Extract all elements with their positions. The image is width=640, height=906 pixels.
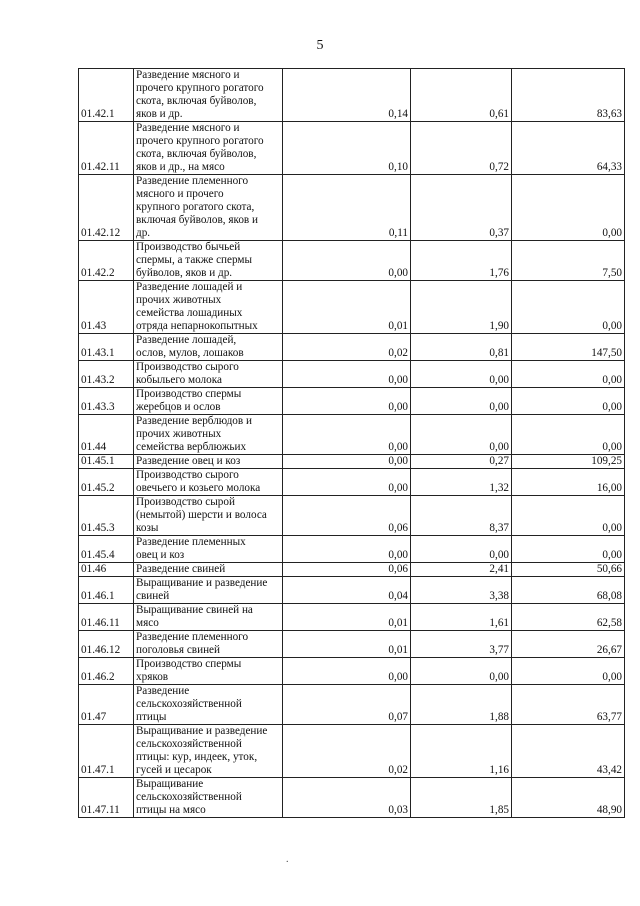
table-row bbox=[79, 455, 625, 469]
row-value-1: 0,06 bbox=[283, 563, 411, 577]
row-value-3: 0,00 bbox=[512, 496, 625, 536]
row-name: Выращивание свиней на мясо bbox=[134, 604, 283, 631]
row-value-3: 0,00 bbox=[512, 388, 625, 415]
row-code: 01.45.3 bbox=[79, 496, 134, 536]
row-name: Производство спермы жеребцов и ослов bbox=[134, 388, 283, 415]
row-value-1: 0,06 bbox=[283, 496, 411, 536]
row-name: Разведение племенного мясного и прочего крупного рогатого скота, включая буйволов, яков и др. bbox=[134, 175, 283, 241]
row-code: 01.45.2 bbox=[79, 469, 134, 496]
table-row bbox=[79, 658, 625, 685]
row-value-2: 3,38 bbox=[411, 577, 512, 604]
row-value-3: 50,66 bbox=[512, 563, 625, 577]
row-value-1: 0,11 bbox=[283, 175, 411, 241]
row-value-3: 0,00 bbox=[512, 281, 625, 334]
row-name: Разведение сельскохозяйственной птицы bbox=[134, 685, 283, 725]
row-code: 01.44 bbox=[79, 415, 134, 455]
row-value-2: 1,76 bbox=[411, 241, 512, 281]
row-value-1: 0,00 bbox=[283, 658, 411, 685]
row-value-1: 0,04 bbox=[283, 577, 411, 604]
row-value-1: 0,03 bbox=[283, 778, 411, 818]
row-value-1: 0,00 bbox=[283, 536, 411, 563]
row-value-1: 0,10 bbox=[283, 122, 411, 175]
row-value-3: 83,63 bbox=[512, 69, 625, 122]
row-value-3: 16,00 bbox=[512, 469, 625, 496]
row-value-1: 0,01 bbox=[283, 604, 411, 631]
page-number: 5 bbox=[316, 38, 324, 53]
table-row bbox=[79, 281, 625, 334]
row-value-3: 48,90 bbox=[512, 778, 625, 818]
row-value-2: 0,00 bbox=[411, 658, 512, 685]
row-code: 01.46 bbox=[79, 563, 134, 577]
row-code: 01.46.11 bbox=[79, 604, 134, 631]
row-value-3: 26,67 bbox=[512, 631, 625, 658]
row-code: 01.42.11 bbox=[79, 122, 134, 175]
row-value-3: 0,00 bbox=[512, 536, 625, 563]
row-name: Разведение племенного поголовья свиней bbox=[134, 631, 283, 658]
row-value-1: 0,00 bbox=[283, 415, 411, 455]
row-code: 01.47.11 bbox=[79, 778, 134, 818]
row-value-1: 0,00 bbox=[283, 361, 411, 388]
table-row bbox=[79, 361, 625, 388]
row-code: 01.46.12 bbox=[79, 631, 134, 658]
row-value-3: 0,00 bbox=[512, 415, 625, 455]
table-row bbox=[79, 685, 625, 725]
row-code: 01.42.2 bbox=[79, 241, 134, 281]
row-value-2: 0,37 bbox=[411, 175, 512, 241]
table-row bbox=[79, 536, 625, 563]
row-value-3: 0,00 bbox=[512, 658, 625, 685]
row-value-2: 1,32 bbox=[411, 469, 512, 496]
row-name: Разведение лошадей, ослов, мулов, лошаков bbox=[134, 334, 283, 361]
table-row bbox=[79, 496, 625, 536]
row-value-1: 0,01 bbox=[283, 281, 411, 334]
row-name: Производство бычьей спермы, а также спермы буйволов, яков и др. bbox=[134, 241, 283, 281]
row-value-1: 0,00 bbox=[283, 469, 411, 496]
row-code: 01.47 bbox=[79, 685, 134, 725]
row-name: Выращивание и разведение сельскохозяйственной птицы: кур, индеек, уток, гусей и цесарок bbox=[134, 725, 283, 778]
table-row bbox=[79, 577, 625, 604]
row-value-1: 0,00 bbox=[283, 388, 411, 415]
table-row bbox=[79, 388, 625, 415]
row-name: Разведение лошадей и прочих животных семейства лошадиных отряда непарнокопытных bbox=[134, 281, 283, 334]
row-name: Разведение овец и коз bbox=[134, 455, 283, 469]
row-name: Разведение свиней bbox=[134, 563, 283, 577]
row-value-3: 62,58 bbox=[512, 604, 625, 631]
row-value-2: 0,27 bbox=[411, 455, 512, 469]
table-row bbox=[79, 725, 625, 778]
row-name: Производство спермы хряков bbox=[134, 658, 283, 685]
row-name: Выращивание и разведение свиней bbox=[134, 577, 283, 604]
row-value-3: 0,00 bbox=[512, 361, 625, 388]
row-value-2: 0,00 bbox=[411, 361, 512, 388]
row-code: 01.45.1 bbox=[79, 455, 134, 469]
row-code: 01.46.2 bbox=[79, 658, 134, 685]
table-row bbox=[79, 241, 625, 281]
row-value-3: 43,42 bbox=[512, 725, 625, 778]
row-value-1: 0,01 bbox=[283, 631, 411, 658]
row-value-3: 147,50 bbox=[512, 334, 625, 361]
row-name: Разведение мясного и прочего крупного рогатого скота, включая буйволов, яков и др., на мясо bbox=[134, 122, 283, 175]
row-value-3: 0,00 bbox=[512, 175, 625, 241]
table-row bbox=[79, 122, 625, 175]
table-row bbox=[79, 415, 625, 455]
row-name: Разведение мясного и прочего крупного рогатого скота, включая буйволов, яков и др. bbox=[134, 69, 283, 122]
row-name: Производство сырого овечьего и козьего молока bbox=[134, 469, 283, 496]
row-code: 01.43 bbox=[79, 281, 134, 334]
table-row bbox=[79, 563, 625, 577]
row-value-3: 7,50 bbox=[512, 241, 625, 281]
row-value-1: 0,00 bbox=[283, 241, 411, 281]
row-code: 01.46.1 bbox=[79, 577, 134, 604]
table-row bbox=[79, 604, 625, 631]
row-name: Выращивание сельскохозяйственной птицы на мясо bbox=[134, 778, 283, 818]
row-value-3: 109,25 bbox=[512, 455, 625, 469]
row-code: 01.42.1 bbox=[79, 69, 134, 122]
row-name: Производство сырой (немытой) шерсти и волоса козы bbox=[134, 496, 283, 536]
row-code: 01.42.12 bbox=[79, 175, 134, 241]
row-value-2: 1,85 bbox=[411, 778, 512, 818]
table-row bbox=[79, 778, 625, 818]
row-value-2: 0,00 bbox=[411, 388, 512, 415]
row-value-2: 0,72 bbox=[411, 122, 512, 175]
row-value-2: 1,90 bbox=[411, 281, 512, 334]
row-code: 01.45.4 bbox=[79, 536, 134, 563]
row-value-2: 1,16 bbox=[411, 725, 512, 778]
table-row bbox=[79, 69, 625, 122]
row-value-2: 8,37 bbox=[411, 496, 512, 536]
table-row bbox=[79, 631, 625, 658]
table-row bbox=[79, 469, 625, 496]
row-value-2: 0,81 bbox=[411, 334, 512, 361]
row-code: 01.43.2 bbox=[79, 361, 134, 388]
row-value-1: 0,00 bbox=[283, 455, 411, 469]
data-table bbox=[78, 68, 625, 818]
row-value-2: 0,61 bbox=[411, 69, 512, 122]
row-value-2: 0,00 bbox=[411, 536, 512, 563]
footer-mark: . bbox=[286, 854, 289, 865]
row-value-2: 1,88 bbox=[411, 685, 512, 725]
row-value-2: 2,41 bbox=[411, 563, 512, 577]
row-value-3: 64,33 bbox=[512, 122, 625, 175]
row-value-3: 63,77 bbox=[512, 685, 625, 725]
row-value-2: 1,61 bbox=[411, 604, 512, 631]
row-value-3: 68,08 bbox=[512, 577, 625, 604]
row-value-2: 3,77 bbox=[411, 631, 512, 658]
row-value-2: 0,00 bbox=[411, 415, 512, 455]
row-code: 01.47.1 bbox=[79, 725, 134, 778]
table-body bbox=[79, 69, 625, 818]
row-name: Разведение племенных овец и коз bbox=[134, 536, 283, 563]
row-value-1: 0,14 bbox=[283, 69, 411, 122]
row-code: 01.43.3 bbox=[79, 388, 134, 415]
table-row bbox=[79, 334, 625, 361]
row-value-1: 0,07 bbox=[283, 685, 411, 725]
row-name: Разведение верблюдов и прочих животных семейства верблюжьих bbox=[134, 415, 283, 455]
row-value-1: 0,02 bbox=[283, 725, 411, 778]
row-name: Производство сырого кобыльего молока bbox=[134, 361, 283, 388]
row-code: 01.43.1 bbox=[79, 334, 134, 361]
table-row bbox=[79, 175, 625, 241]
row-value-1: 0,02 bbox=[283, 334, 411, 361]
